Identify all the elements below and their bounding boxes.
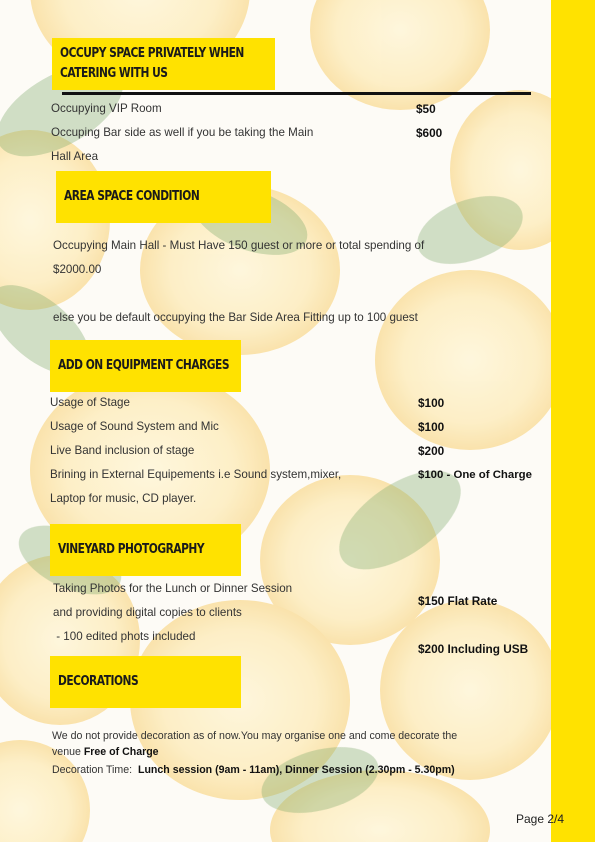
decorations-time (52, 763, 455, 777)
heading-text: ADD ON EQUIPMENT CHARGES (58, 358, 230, 373)
decoration-time-label: Decoration Time: (52, 764, 138, 776)
decorations-text: We do not provide decoration as of now.You may organise one and come decorate the (52, 730, 458, 742)
free-of-charge-text: Free of Charge (83, 746, 159, 758)
photography-text: - 100 edited phots included (53, 630, 196, 643)
equipment-item-price: $200 (418, 444, 445, 458)
equipment-item-label: Live Band inclusion of stage (50, 444, 195, 457)
equipment-item-label: Laptop for music, CD player. (50, 492, 197, 505)
photography-text: Taking Photos for the Lunch or Dinner Session (53, 582, 293, 595)
photography-text: and providing digital copies to clients (53, 606, 242, 619)
private-item-price: $600 (416, 126, 443, 140)
heading-text: DECORATIONS (58, 674, 139, 689)
decoration-time-value: Lunch session (9am - 11am), Dinner Session (2.30pm - 5.30pm) (137, 764, 455, 776)
condition-text: Occupying Main Hall - Must Have 150 guest or more or total spending of (53, 239, 425, 252)
equipment-item-label: Brining in External Equipements i.e Sound system,mixer, (50, 468, 342, 481)
divider-rule (62, 92, 531, 95)
yellow-side-rail (551, 0, 595, 842)
section-heading-photography (50, 524, 241, 576)
private-item-price: $50 (416, 102, 436, 116)
private-item-label: Hall Area (51, 150, 99, 163)
condition-text: else you be default occupying the Bar Side Area Fitting up to 100 guest (53, 311, 418, 324)
equipment-item-price: $100 - One of Charge (418, 469, 532, 481)
heading-line: OCCUPY SPACE PRIVATELY WHEN (60, 46, 244, 61)
section-heading-equipment (50, 340, 241, 392)
decorations-text (52, 745, 159, 759)
section-heading-private (52, 38, 275, 90)
private-item-label: Occupying VIP Room (51, 102, 162, 115)
decorations-venue-text: venue (52, 746, 84, 758)
condition-text: $2000.00 (53, 263, 102, 276)
heading-text: VINEYARD PHOTOGRAPHY (58, 542, 205, 557)
equipment-item-price: $100 (418, 420, 445, 434)
photography-price: $150 Flat Rate (418, 594, 498, 608)
equipment-item-label: Usage of Sound System and Mic (50, 420, 219, 433)
equipment-item-price: $100 (418, 396, 445, 410)
private-item-label: Occuping Bar side as well if you be taking the Main (51, 126, 314, 139)
section-heading-condition (56, 171, 271, 223)
photography-price: $200 Including USB (418, 642, 529, 656)
section-heading-decorations (50, 656, 241, 708)
page-number: Page 2/4 (516, 812, 565, 826)
heading-text: AREA SPACE CONDITION (64, 189, 200, 204)
heading-line: CATERING WITH US (60, 66, 168, 81)
equipment-item-label: Usage of Stage (50, 396, 130, 409)
